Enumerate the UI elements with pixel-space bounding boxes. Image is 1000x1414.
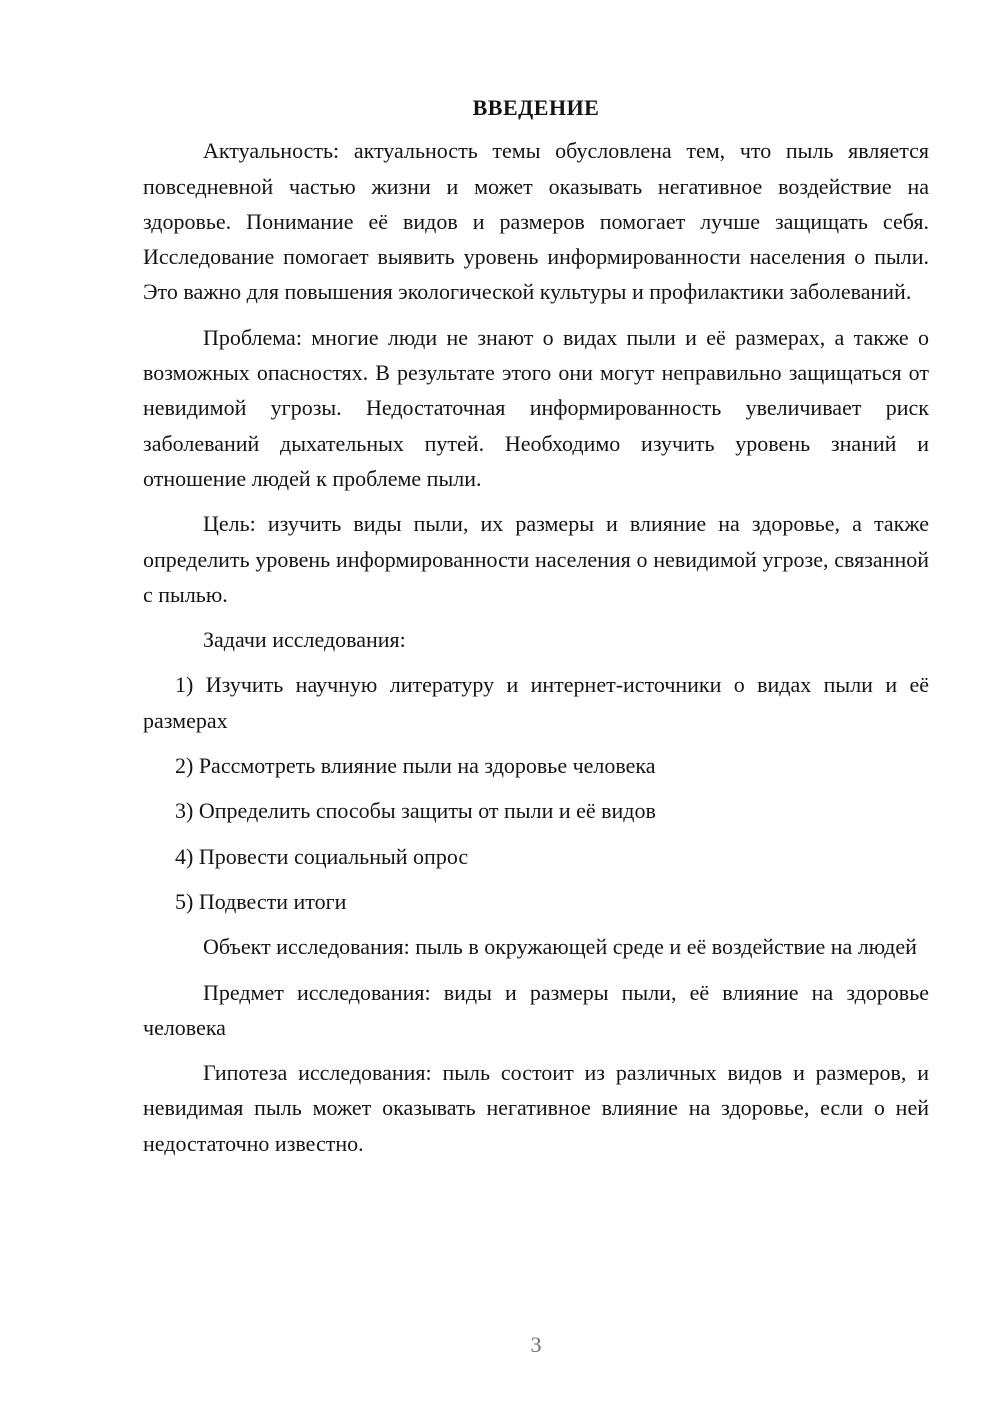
goal-paragraph: Цель: изучить виды пыли, их размеры и влияние на здоровье, а также определить уровень информированности населения о невидимой угрозе, связанной с пылью.: [143, 511, 929, 607]
task-item: 1) Изучить научную литературу и интернет-источники о видах пыли и её размерах: [143, 672, 929, 733]
task-item: 2) Рассмотреть влияние пыли на здоровье человека: [175, 753, 656, 779]
object-paragraph: Объект исследования: пыль в окружающей среде и её воздействие на людей: [203, 934, 917, 960]
task-item: 5) Подвести итоги: [175, 888, 347, 914]
tasks-heading: Задачи исследования:: [203, 627, 406, 653]
task-item: 3) Определить способы защиты от пыли и её видов: [175, 798, 656, 824]
relevance-paragraph: Актуальность: актуальность темы обусловлена тем, что пыль является повседневной частью жизни и может оказывать негативное воздействие на здоровье. Понимание её видов и размеров помогает лучше защищать себя. Исследование помогает выявить уровень информированности населения о пыли. Это важно для повышения экологической культуры и профилактики заболеваний.: [143, 138, 929, 305]
problem-paragraph: Проблема: многие люди не знают о видах пыли и её размерах, а также о возможных опасностях. В результате этого они могут неправильно защищаться от невидимой угрозы. Недостаточная информированность увеличивает риск заболеваний дыхательных путей. Необходимо изучить уровень знаний и отношение людей к проблеме пыли.: [143, 324, 929, 491]
hypothesis-paragraph: Гипотеза исследования: пыль состоит из различных видов и размеров, и невидимая пыль может оказывать негативное влияние на здоровье, если о ней недостаточно известно.: [143, 1060, 929, 1156]
subject-paragraph: Предмет исследования: виды и размеры пыли, её влияние на здоровье человека: [143, 979, 929, 1040]
section-title: ВВЕДЕНИЕ: [472, 95, 600, 120]
task-item: 4) Провести социальный опрос: [175, 843, 469, 869]
page-number: 3: [530, 1332, 542, 1357]
page-content: [143, 90, 929, 1171]
